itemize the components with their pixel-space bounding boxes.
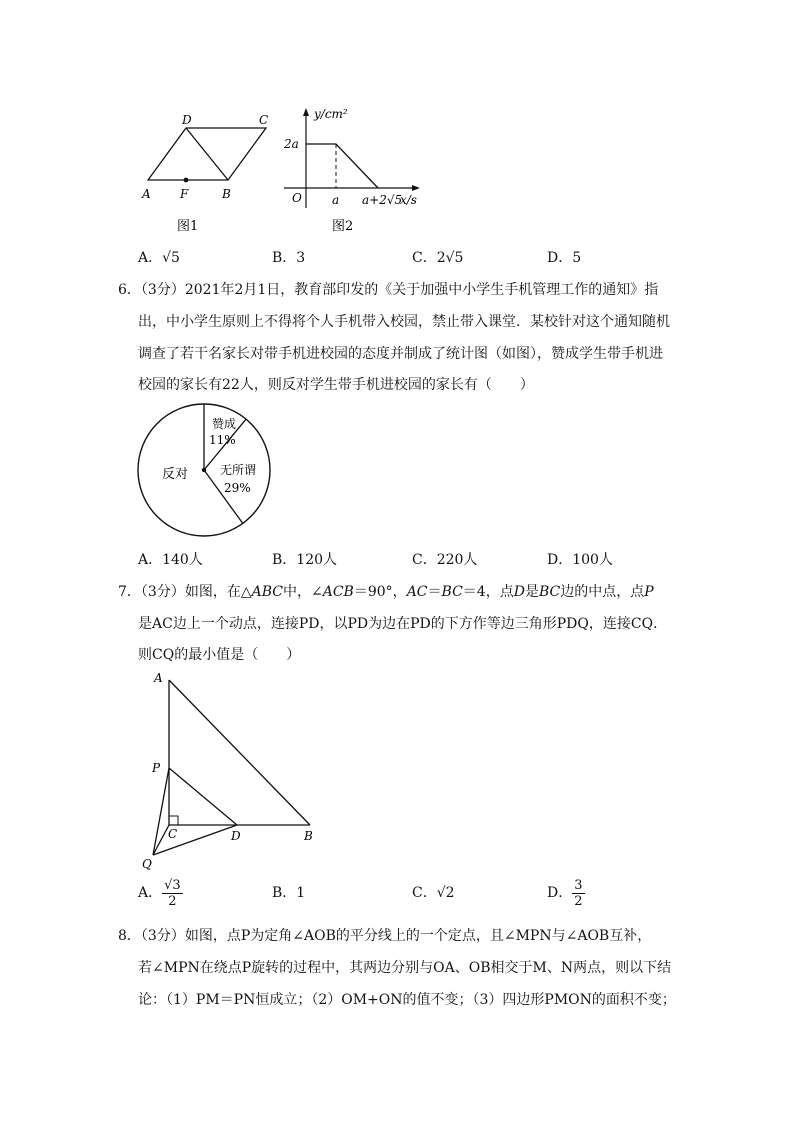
x-axis-arrow	[412, 185, 420, 191]
q7-t2: ABC	[251, 584, 283, 600]
q5-option-b[interactable]: B．3	[272, 250, 306, 266]
y-axis-label: y/cm²	[314, 107, 348, 121]
segment-pd	[169, 768, 237, 825]
pie-label-support: 赞成	[212, 417, 237, 431]
q6-option-c[interactable]: C．220人	[412, 552, 478, 568]
q6-number: 6．	[118, 282, 141, 298]
q7-option-b[interactable]: B．1	[272, 885, 306, 901]
q7-score: （3分）	[140, 584, 185, 600]
q7-line-3: 则CQ的最小值是（ ）	[138, 647, 301, 663]
label-a: A	[154, 671, 163, 685]
q7-t4: ACB	[322, 584, 354, 600]
q7-t7: ＝	[427, 584, 442, 600]
q6-text-1: 2021年2月1日，教育部印发的《关于加强中小学生手机管理工作的通知》指	[184, 282, 659, 298]
segment-pq	[153, 768, 169, 855]
q6-line-4: 校园的家长有22人，则反对学生带手机进校园的家长有（ ）	[138, 377, 534, 393]
q7-option-d-num: 3	[574, 877, 583, 893]
pie-divider-bottom	[204, 470, 243, 523]
q7-triangle-figure	[138, 668, 328, 874]
pie-pct-support: 11%	[209, 433, 236, 447]
q7-option-d-den: 2	[574, 893, 583, 909]
q7-line-1	[118, 582, 654, 602]
q8-line-2: 若∠MPN在绕点P旋转的过程中，其两边分别与OA、OB相交于M、N两点，则以下结	[138, 960, 672, 976]
graph-line	[306, 144, 378, 188]
q7-option-c[interactable]	[412, 883, 455, 903]
label-q: Q	[142, 857, 152, 871]
q7-t12: BC	[538, 584, 561, 600]
q7-t11: 是	[524, 584, 539, 600]
q6-option-b[interactable]: B．120人	[272, 552, 338, 568]
pie-center	[202, 468, 206, 472]
segment-ab	[169, 680, 310, 825]
q6-line-2: 出，中小学生原则上不得将个人手机带入校园，禁止带入课堂．某校针对这个通知随机	[138, 314, 670, 330]
q8-line-1	[118, 926, 651, 946]
x-tick-a: a	[332, 193, 340, 207]
fig2-caption: 图2	[332, 219, 354, 234]
fig1-caption: 图1	[177, 219, 199, 234]
q7-option-a[interactable]	[138, 876, 183, 910]
q7-t6: AC	[406, 584, 428, 600]
q8-line-3: 论：（1）PM＝PN恒成立；（2）OM+ON的值不变；（3）四边形PMON的面积不变；	[138, 992, 676, 1008]
q7-t5: ＝90°，	[353, 584, 407, 600]
point-f	[184, 178, 189, 183]
figure-2-graph	[280, 104, 430, 238]
q7-number: 7．	[118, 584, 141, 600]
q8-number: 8．	[118, 928, 141, 944]
diagonal-db	[186, 128, 228, 180]
q7-option-d-fraction	[572, 878, 584, 909]
label-d: D	[231, 829, 241, 843]
y-axis-arrow	[303, 108, 309, 116]
q8-text-1: 如图，点P为定角∠AOB的平分线上的一个定点，且∠MPN与∠AOB互补，	[184, 928, 652, 944]
q6-score: （3分）	[140, 282, 185, 298]
segment-dq	[153, 825, 237, 855]
pie-pct-indiff: 29%	[224, 481, 251, 495]
y-tick-2a: 2a	[284, 137, 299, 151]
label-p: P	[152, 761, 161, 775]
q7-t13: 边的中点，点	[560, 584, 645, 600]
x-tick-a-plus: a+2√5	[362, 193, 403, 207]
pie-label-indiff: 无所谓	[220, 463, 257, 477]
label-f: F	[180, 187, 189, 201]
q7-option-a-num: √3	[164, 877, 181, 893]
q7-t14: P	[644, 584, 654, 600]
q5-option-d[interactable]: D．5	[547, 250, 582, 266]
q5-option-a[interactable]: A．√5	[138, 250, 180, 266]
q7-option-a-den: 2	[168, 893, 177, 909]
label-c: C	[168, 827, 178, 841]
q7-t1: 如图，在△	[184, 584, 252, 600]
origin-label: O	[292, 191, 302, 205]
label-d: D	[182, 113, 192, 127]
q7-option-a-prefix: A．	[138, 885, 163, 901]
label-b: B	[222, 187, 231, 201]
figure-1-rhombus	[130, 108, 290, 238]
q7-t3: 中，∠	[283, 584, 323, 600]
pie-chart	[136, 402, 276, 542]
q7-t10: D	[513, 584, 525, 600]
q6-option-d[interactable]: D．100人	[547, 552, 613, 568]
label-b: B	[304, 829, 313, 843]
q7-option-a-fraction	[162, 878, 183, 909]
q6-line-3: 调查了若干名家长对带手机进校园的态度并制成了统计图（如图），赞成学生带手机进	[138, 346, 663, 362]
x-axis-label: x/s	[400, 193, 417, 207]
q6-line-1	[118, 280, 658, 300]
q8-score: （3分）	[140, 928, 185, 944]
q7-option-c-val: √2	[436, 885, 455, 901]
q7-option-d[interactable]	[547, 876, 585, 910]
label-a: A	[142, 187, 151, 201]
right-angle-mark	[169, 816, 178, 825]
q7-option-c-prefix: C．	[412, 885, 437, 901]
pie-label-oppose: 反对	[162, 467, 189, 482]
q7-line-2: 是AC边上一个动点，连接PD，以PD为边在PD的下方作等边三角形PDQ，连接CQ．	[138, 616, 668, 632]
q7-option-d-prefix: D．	[547, 885, 573, 901]
q6-option-a[interactable]: A．140人	[138, 552, 203, 568]
q7-t9: ＝4，点	[462, 584, 514, 600]
q7-t8: BC	[441, 584, 463, 600]
q5-option-c[interactable]: C．2√5	[412, 250, 464, 266]
label-c: C	[259, 113, 269, 127]
